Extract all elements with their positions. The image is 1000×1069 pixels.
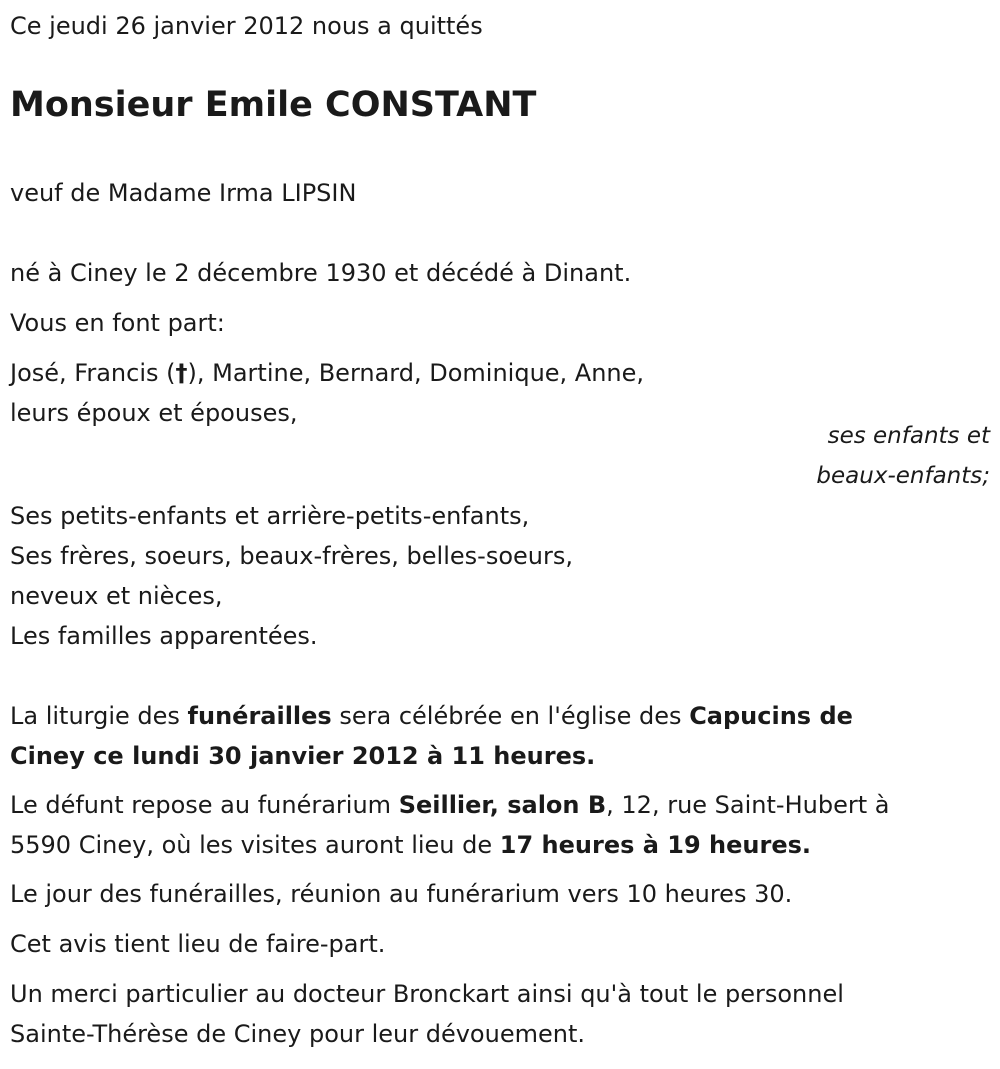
- widower-line: veuf de Madame Irma LIPSIN: [10, 179, 357, 207]
- liturgy-bold-church: Capucins de: [689, 702, 853, 730]
- thanks-line-1: Un merci particulier au docteur Bronckart ainsi qu'à tout le personnel: [10, 980, 844, 1008]
- liturgy-text-2: sera célébrée en l'église des: [331, 702, 690, 730]
- children-names-before: José, Francis (: [10, 359, 176, 387]
- liturgy-line-2: [10, 740, 595, 772]
- family-line-3: neveux et nièces,: [10, 582, 223, 610]
- repose-line-1: [10, 789, 889, 821]
- deceased-name: Monsieur Emile CONSTANT: [10, 85, 537, 125]
- children-role-line-1: ses enfants et: [827, 423, 990, 449]
- meeting-line: Le jour des funérailles, réunion au funérarium vers 10 heures 30.: [10, 880, 793, 908]
- children-role-line-2: beaux-enfants;: [816, 463, 990, 489]
- repose-text-2: , 12, rue Saint-Hubert à: [606, 791, 890, 819]
- birth-death-line: né à Ciney le 2 décembre 1930 et décédé à Dinant.: [10, 259, 632, 287]
- liturgy-text-1: La liturgie des: [10, 702, 188, 730]
- repose-text-1: Le défunt repose au funérarium: [10, 791, 399, 819]
- notice-line: Cet avis tient lieu de faire-part.: [10, 930, 386, 958]
- liturgy-line-1: [10, 700, 853, 732]
- liturgy-bold-funerailles: funérailles: [187, 702, 332, 730]
- children-names-after: ), Martine, Bernard, Dominique, Anne,: [187, 359, 645, 387]
- liturgy-bold-date: Ciney ce lundi 30 janvier 2012 à 11 heures.: [10, 742, 596, 770]
- repose-text-3: 5590 Ciney, où les visites auront lieu de: [10, 831, 500, 859]
- thanks-line-2: Sainte-Thérèse de Ciney pour leur dévouement.: [10, 1020, 585, 1048]
- repose-bold-funerarium: Seillier, salon B: [398, 791, 607, 819]
- announce-line: Vous en font part:: [10, 309, 225, 337]
- family-line-4: Les familles apparentées.: [10, 622, 318, 650]
- children-names-line: [10, 357, 644, 389]
- family-line-1: Ses petits-enfants et arrière-petits-enfants,: [10, 502, 530, 530]
- cross-icon: †: [175, 359, 188, 387]
- intro-line: Ce jeudi 26 janvier 2012 nous a quittés: [10, 12, 483, 40]
- family-line-2: Ses frères, soeurs, beaux-frères, belles-soeurs,: [10, 542, 573, 570]
- repose-bold-hours: 17 heures à 19 heures.: [499, 831, 812, 859]
- repose-line-2: [10, 829, 811, 861]
- spouses-line: leurs époux et épouses,: [10, 399, 298, 427]
